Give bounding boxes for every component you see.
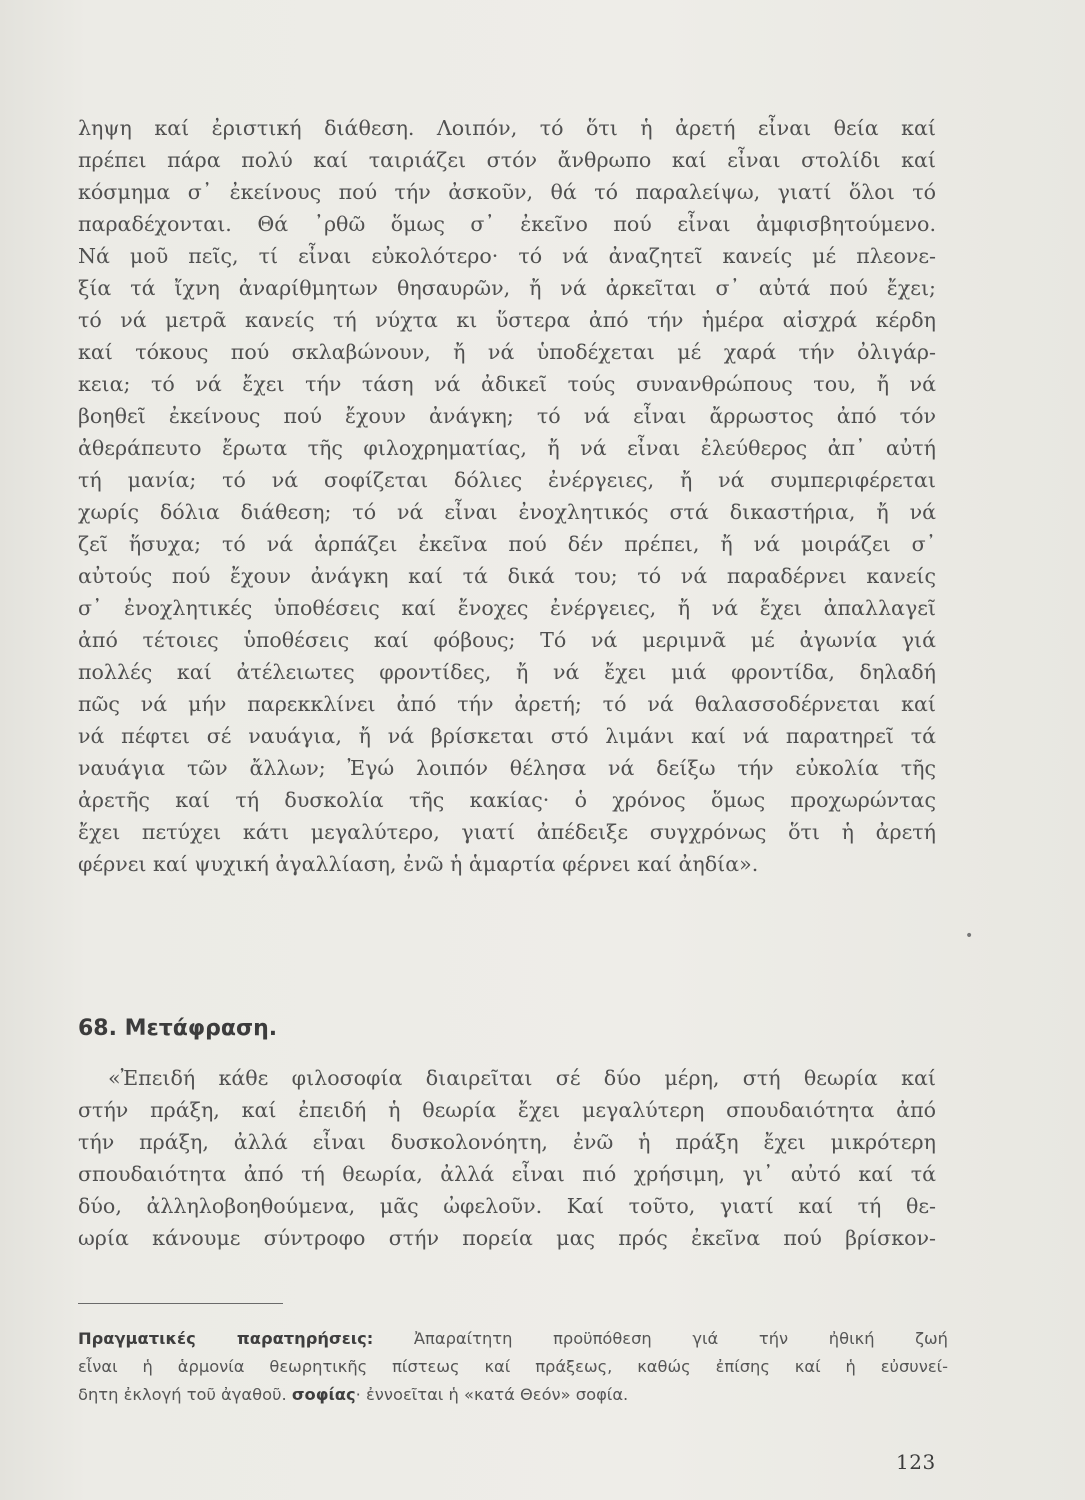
text-line: τήν πράξη, ἀλλά εἶναι δυσκολονόητη, ἐνῶ ἡ πράξη ἔχει μικρότερη bbox=[78, 1130, 936, 1154]
text-line: πῶς νά μήν παρεκκλίνει ἀπό τήν ἀρετή; τό νά θαλασσοδέρνεται καί bbox=[78, 692, 936, 716]
footnote-line: εἶναι ἡ ἁρμονία θεωρητικῆς πίστεως καί πράξεως, καθώς ἐπίσης καί ἡ εὐσυνεί- bbox=[78, 1357, 948, 1376]
text-line: σ᾽ ἐνοχλητικές ὑποθέσεις καί ἔνοχες ἐνέργειες, ἤ νά ἔχει ἀπαλλαγεῖ bbox=[78, 596, 936, 620]
text-line: νά πέφτει σέ ναυάγια, ἤ νά βρίσκεται στό λιμάνι καί νά παρατηρεῖ τά bbox=[78, 724, 936, 748]
text-line: τό νά μετρᾶ κανείς τή νύχτα κι ὕστερα ἀπό τήν ἡμέρα αἰσχρά κέρδη bbox=[78, 308, 936, 332]
text-line: ζεῖ ἥσυχα; τό νά ἁρπάζει ἐκεῖνα πού δέν πρέπει, ἤ νά μοιράζει σ᾽ bbox=[78, 532, 936, 556]
section-text bbox=[78, 1062, 936, 1254]
footnote-text: δητη ἐκλογή τοῦ ἀγαθοῦ. bbox=[78, 1385, 292, 1404]
text-line: «Ἐπειδή κάθε φιλοσοφία διαιρεῖται σέ δύο μέρη, στή θεωρία καί bbox=[108, 1066, 936, 1090]
footnote-label: Πραγματικές παρατηρήσεις: bbox=[78, 1329, 374, 1348]
margin-mark: • bbox=[965, 928, 974, 944]
footnote-line bbox=[78, 1381, 948, 1409]
text-line: ἀρετῆς καί τή δυσκολία τῆς κακίας· ὁ χρόνος ὅμως προχωρώντας bbox=[78, 788, 936, 812]
text-line: ληψη καί ἐριστική διάθεση. Λοιπόν, τό ὅτι ἡ ἀρετή εἶναι θεία καί bbox=[78, 116, 936, 140]
text-line: καί τόκους πού σκλαβώνουν, ἤ νά ὑποδέχεται μέ χαρά τήν ὀλιγάρ- bbox=[78, 340, 936, 364]
text-line: ἔχει πετύχει κάτι μεγαλύτερο, γιατί ἀπέδειξε συγχρόνως ὅτι ἡ ἀρετή bbox=[78, 820, 936, 844]
text-line: παραδέχονται. Θά ᾽ρθῶ ὅμως σ᾽ ἐκεῖνο πού εἶναι ἀμφισβητούμενο. bbox=[78, 212, 936, 236]
footnote-text: · ἐννοεῖται ἡ «κατά Θεόν» σοφία. bbox=[355, 1385, 629, 1404]
footnote-term: σοφίας bbox=[291, 1385, 356, 1404]
text-line: ωρία κάνουμε σύντροφο στήν πορεία μας πρός ἐκεῖνα πού βρίσκον- bbox=[78, 1226, 936, 1250]
text-line: ἀθεράπευτο ἔρωτα τῆς φιλοχρηματίας, ἤ νά εἶναι ἐλεύθερος ἀπ᾽ αὐτή bbox=[78, 436, 936, 460]
text-line: πολλές καί ἀτέλειωτες φροντίδες, ἤ νά ἔχει μιά φροντίδα, δηλαδή bbox=[78, 660, 936, 684]
text-line: πρέπει πάρα πολύ καί ταιριάζει στόν ἄνθρωπο καί εἶναι στολίδι καί bbox=[78, 148, 936, 172]
text-line: ἀπό τέτοιες ὑποθέσεις καί φόβους; Τό νά μεριμνᾶ μέ ἀγωνία γιά bbox=[78, 628, 936, 652]
text-line: χωρίς δόλια διάθεση; τό νά εἶναι ἐνοχλητικός στά δικαστήρια, ἤ νά bbox=[78, 500, 936, 524]
text-line: δύο, ἀλληλοβοηθούμενα, μᾶς ὠφελοῦν. Καί τοῦτο, γιατί καί τή θε- bbox=[78, 1194, 936, 1218]
text-line: κεια; τό νά ἔχει τήν τάση νά ἀδικεῖ τούς συνανθρώπους του, ἤ νά bbox=[78, 372, 936, 396]
main-text bbox=[78, 112, 936, 880]
text-line: στήν πράξη, καί ἐπειδή ἡ θεωρία ἔχει μεγαλύτερη σπουδαιότητα ἀπό bbox=[78, 1098, 936, 1122]
text-line: ξία τά ἴχνη ἀναρίθμητων θησαυρῶν, ἤ νά ἀρκεῖται σ᾽ αὐτά πού ἔχει; bbox=[78, 276, 936, 300]
footnote-line bbox=[78, 1325, 948, 1353]
footnotes bbox=[78, 1325, 948, 1409]
footnote-text: Ἀπαραίτητη προϋπόθεση γιά τήν ἠθική ζωή bbox=[373, 1329, 948, 1348]
text-line: βοηθεῖ ἐκείνους πού ἔχουν ἀνάγκη; τό νά εἶναι ἄρρωστος ἀπό τόν bbox=[78, 404, 936, 428]
text-line: τή μανία; τό νά σοφίζεται δόλιες ἐνέργειες, ἤ νά συμπεριφέρεται bbox=[78, 468, 936, 492]
page-number: 123 bbox=[896, 1450, 936, 1474]
text-line: σπουδαιότητα ἀπό τή θεωρία, ἀλλά εἶναι πιό χρήσιμη, γι᾽ αὐτό καί τά bbox=[78, 1162, 936, 1186]
text-line: Νά μοῦ πεῖς, τί εἶναι εὐκολότερο· τό νά ἀναζητεῖ κανείς μέ πλεονε- bbox=[78, 244, 936, 268]
footnote-rule bbox=[78, 1303, 283, 1304]
section-heading: 68. Μετάφραση. bbox=[78, 1016, 278, 1041]
text-line: φέρνει καί ψυχική ἀγαλλίαση, ἐνῶ ἡ ἁμαρτία φέρνει καί ἀηδία». bbox=[78, 852, 759, 876]
text-line: αὐτούς πού ἔχουν ἀνάγκη καί τά δικά του; τό νά παραδέρνει κανείς bbox=[78, 564, 936, 588]
text-line: ναυάγια τῶν ἄλλων; Ἐγώ λοιπόν θέλησα νά δείξω τήν εὐκολία τῆς bbox=[78, 756, 936, 780]
text-line: κόσμημα σ᾽ ἐκείνους πού τήν ἀσκοῦν, θά τό παραλείψω, γιατί ὅλοι τό bbox=[78, 180, 936, 204]
